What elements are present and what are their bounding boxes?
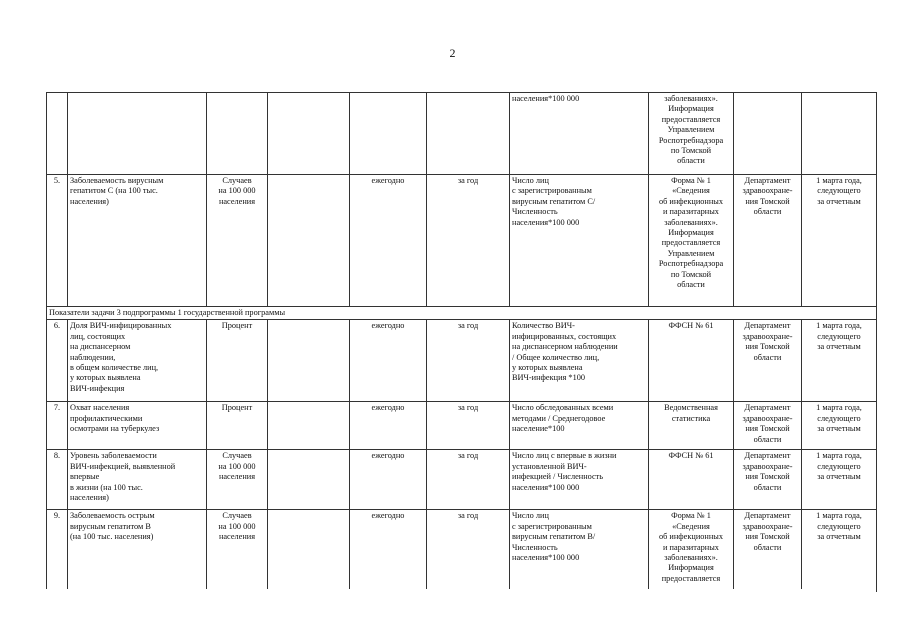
deadline-cell: 1 марта года, следующего за отчетным: [802, 175, 877, 307]
indicator-name: [68, 93, 207, 175]
source-cell: ФФСН № 61: [649, 450, 734, 510]
indicator-name: Заболеваемость вирусным гепатитом С (на 100 тыс. населения): [68, 175, 207, 307]
section-row: [47, 307, 877, 320]
indicator-name: Охват населения профилактическими осмотрами на туберкулез: [68, 402, 207, 450]
page-bottom-margin: [46, 589, 876, 640]
source-cell: Форма № 1 «Сведения об инфекционных и паразитарных заболеваниях». Информация предоставляется Управлением Роспотребнадзора по Томской области: [649, 175, 734, 307]
responsible-cell: Департамент здравоохране- ния Томской области: [734, 175, 802, 307]
blank-cell: [268, 175, 350, 307]
table-row: [47, 402, 877, 450]
source-cell: Ведомственная статистика: [649, 402, 734, 450]
frequency-cell: [350, 93, 427, 175]
unit-cell: Процент: [207, 402, 268, 450]
frequency-cell: ежегодно: [350, 175, 427, 307]
unit-cell: Случаев на 100 000 населения: [207, 175, 268, 307]
blank-cell: [268, 450, 350, 510]
row-number: 9.: [47, 510, 68, 592]
period-cell: за год: [427, 402, 510, 450]
period-cell: за год: [427, 175, 510, 307]
period-cell: [427, 93, 510, 175]
table-row: [47, 510, 877, 592]
row-number: 6.: [47, 320, 68, 402]
unit-cell: Случаев на 100 000 населения: [207, 450, 268, 510]
deadline-cell: 1 марта года, следующего за отчетным: [802, 320, 877, 402]
unit-cell: Процент: [207, 320, 268, 402]
period-cell: за год: [427, 510, 510, 592]
table-row: [47, 175, 877, 307]
formula-cell: Число лиц с впервые в жизни установленной ВИЧ- инфекцией / Численность населения*100 000: [510, 450, 649, 510]
page-number: 2: [449, 46, 456, 60]
responsible-cell: [734, 93, 802, 175]
table-row: [47, 450, 877, 510]
responsible-cell: Департамент здравоохране- ния Томской области: [734, 450, 802, 510]
frequency-cell: ежегодно: [350, 320, 427, 402]
row-number: 5.: [47, 175, 68, 307]
table-row: [47, 93, 877, 175]
source-cell: Форма № 1 «Сведения об инфекционных и паразитарных заболеваниях». Информация предоставляется: [649, 510, 734, 592]
table-row: [47, 320, 877, 402]
formula-cell: Число обследованных всеми методами / Среднегодовое население*100: [510, 402, 649, 450]
frequency-cell: ежегодно: [350, 450, 427, 510]
indicator-name: Доля ВИЧ-инфицированных лиц, состоящих на диспансерном наблюдении, в общем количестве лиц, у которых выявлена ВИЧ-инфекция: [68, 320, 207, 402]
source-cell: заболеваниях». Информация предоставляется Управлением Роспотребнадзора по Томской области: [649, 93, 734, 175]
formula-cell: Число лиц с зарегистрированным вирусным гепатитом В/ Численность населения*100 000: [510, 510, 649, 592]
formula-cell: Число лиц с зарегистрированным вирусным гепатитом С/ Численность населения*100 000: [510, 175, 649, 307]
row-number: 7.: [47, 402, 68, 450]
blank-cell: [268, 402, 350, 450]
blank-cell: [268, 93, 350, 175]
formula-cell: Количество ВИЧ- инфицированных, состоящих на диспансерном наблюдении / Общее количество лиц, у которых выявлена ВИЧ-инфекция *100: [510, 320, 649, 402]
blank-cell: [268, 320, 350, 402]
deadline-cell: [802, 93, 877, 175]
row-number: 8.: [47, 450, 68, 510]
responsible-cell: Департамент здравоохране- ния Томской области: [734, 510, 802, 592]
indicators-table: [46, 92, 877, 592]
section-heading: Показатели задачи 3 подпрограммы 1 государственной программы: [47, 307, 877, 320]
row-number: [47, 93, 68, 175]
blank-cell: [268, 510, 350, 592]
frequency-cell: ежегодно: [350, 510, 427, 592]
unit-cell: [207, 93, 268, 175]
deadline-cell: 1 марта года, следующего за отчетным: [802, 402, 877, 450]
formula-cell: населения*100 000: [510, 93, 649, 175]
indicator-name: Заболеваемость острым вирусным гепатитом В (на 100 тыс. населения): [68, 510, 207, 592]
deadline-cell: 1 марта года, следующего за отчетным: [802, 510, 877, 592]
deadline-cell: 1 марта года, следующего за отчетным: [802, 450, 877, 510]
responsible-cell: Департамент здравоохране- ния Томской области: [734, 320, 802, 402]
frequency-cell: ежегодно: [350, 402, 427, 450]
period-cell: за год: [427, 320, 510, 402]
indicator-name: Уровень заболеваемости ВИЧ-инфекцией, выявленной впервые в жизни (на 100 тыс. населения): [68, 450, 207, 510]
unit-cell: Случаев на 100 000 населения: [207, 510, 268, 592]
responsible-cell: Департамент здравоохране- ния Томской области: [734, 402, 802, 450]
source-cell: ФФСН № 61: [649, 320, 734, 402]
period-cell: за год: [427, 450, 510, 510]
